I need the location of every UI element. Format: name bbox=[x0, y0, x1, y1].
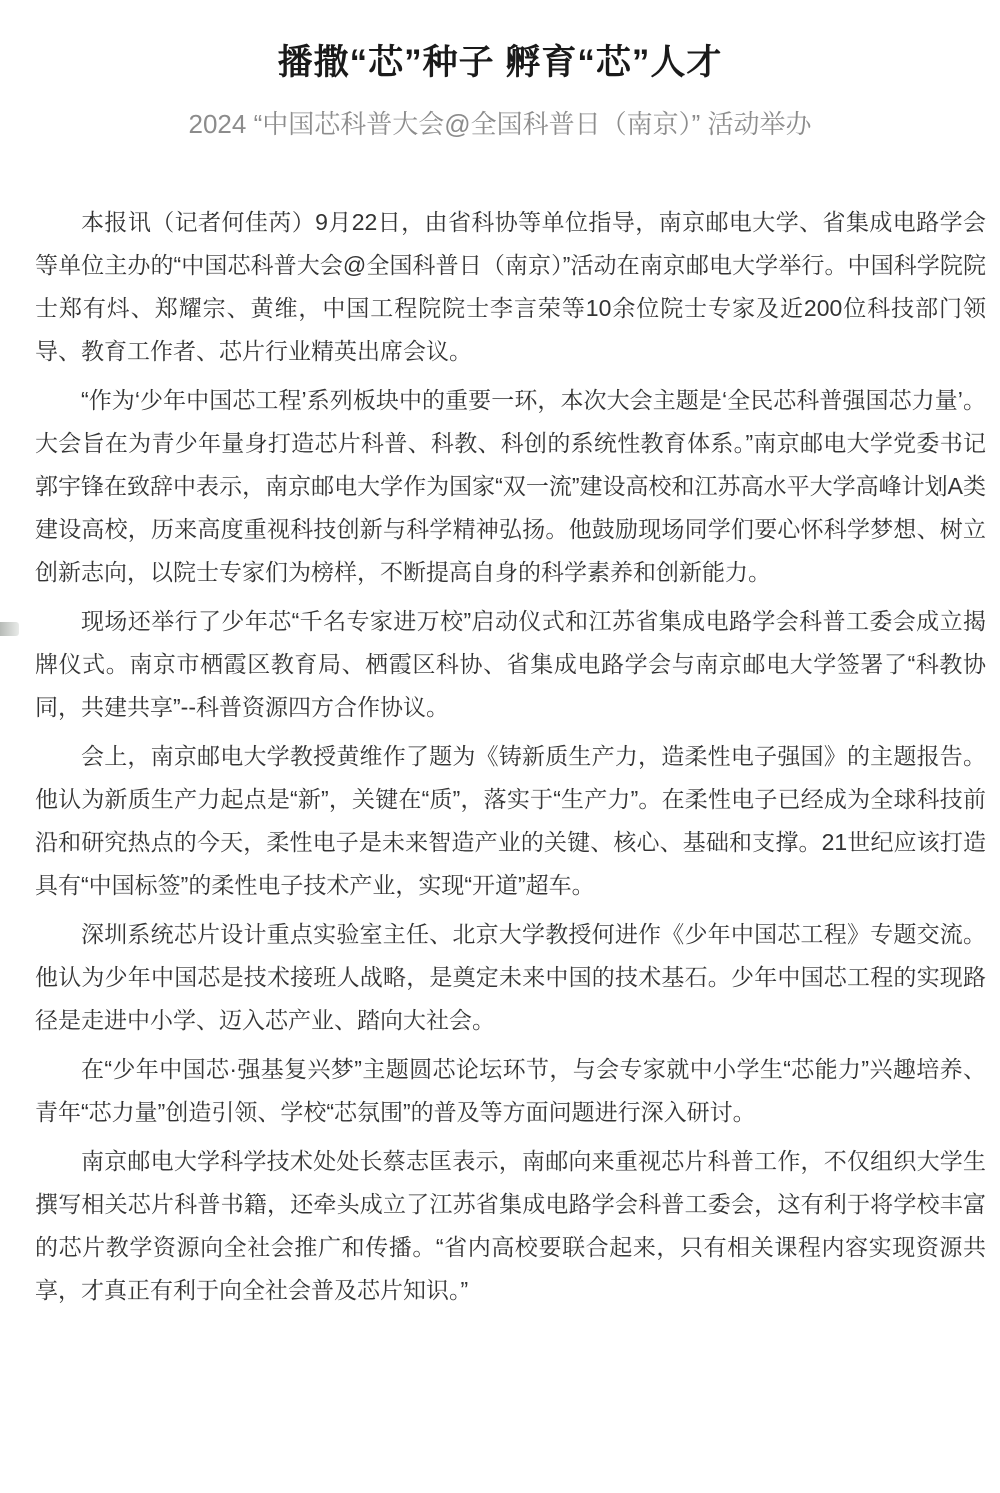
left-edge-scroll-fragment bbox=[0, 622, 19, 636]
page-title: 播撒“芯”种子 孵育“芯”人才 bbox=[277, 43, 723, 82]
paragraph: “作为‘少年中国芯工程’系列板块中的重要一环，本次大会主题是‘全民芯科普强国芯力量’。大会旨在为青少年量身打造芯片科普、科教、科创的系统性教育体系。”南京邮电大学党委书记郭宇锋在致辞中表示，南京邮电大学作为国家“双一流”建设高校和江苏高水平大学高峰计划A类建设高校，历来高度重视科技创新与科学精神弘扬。他鼓励现场同学们要心怀科学梦想、树立创新志向，以院士专家们为榜样，不断提高自身的科学素养和创新能力。 bbox=[35, 387, 986, 585]
paragraph: 本报讯（记者何佳芮）9月22日，由省科协等单位指导，南京邮电大学、省集成电路学会等单位主办的“中国芯科普大会@全国科普日（南京）”活动在南京邮电大学举行。中国科学院院士郑有炓、郑耀宗、黄维，中国工程院院士李言荣等10余位院士专家及近200位科技部门领导、教育工作者、芯片行业精英出席会议。 bbox=[35, 209, 986, 364]
paragraph: 南京邮电大学科学技术处处长蔡志匡表示，南邮向来重视芯片科普工作，不仅组织大学生撰写相关芯片科普书籍，还牵头成立了江苏省集成电路学会科普工委会，这有利于将学校丰富的芯片教学资源向全社会推广和传播。“省内高校要联合起来，只有相关课程内容实现资源共享，才真正有利于向全社会普及芯片知识。” bbox=[35, 1148, 986, 1303]
paragraph: 深圳系统芯片设计重点实验室主任、北京大学教授何进作《少年中国芯工程》专题交流。他认为少年中国芯是技术接班人战略，是奠定未来中国的技术基石。少年中国芯工程的实现路径是走进中小学、迈入芯产业、踏向大社会。 bbox=[35, 921, 986, 1033]
paragraph: 现场还举行了少年芯“千名专家进万校”启动仪式和江苏省集成电路学会科普工委会成立揭牌仪式。南京市栖霞区教育局、栖霞区科协、省集成电路学会与南京邮电大学签署了“科教协同，共建共享”--科普资源四方合作协议。 bbox=[35, 608, 986, 720]
page-subtitle: 2024 “中国芯科普大会@全国科普日（南京）” 活动举办 bbox=[188, 109, 812, 139]
article-body bbox=[0, 201, 1000, 1312]
paragraph: 在“少年中国芯·强基复兴梦”主题圆芯论坛环节，与会专家就中小学生“芯能力”兴趣培养、青年“芯力量”创造引领、学校“芯氛围”的普及等方面问题进行深入研讨。 bbox=[35, 1056, 986, 1125]
paragraph: 会上，南京邮电大学教授黄维作了题为《铸新质生产力，造柔性电子强国》的主题报告。他认为新质生产力起点是“新”，关键在“质”，落实于“生产力”。在柔性电子已经成为全球科技前沿和研究热点的今天，柔性电子是未来智造产业的关键、核心、基础和支撑。21世纪应该打造具有“中国标签”的柔性电子技术产业，实现“开道”超车。 bbox=[35, 743, 986, 898]
